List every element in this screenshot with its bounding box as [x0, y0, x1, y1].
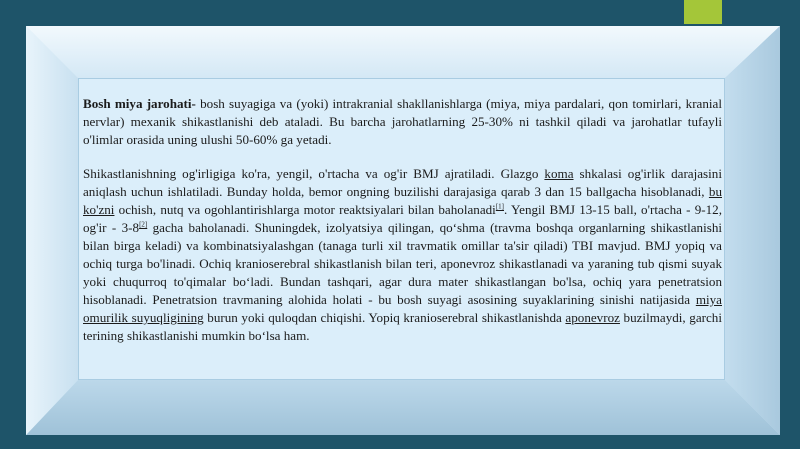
link-bu-kozni[interactable]: bu ko'zni — [83, 184, 722, 217]
frame-bevel-top — [26, 26, 780, 78]
text-segment: ochish, nutq va ogohlantirishlarga motor reaktsiyalari bilan baholanadi — [114, 202, 496, 217]
link-miya-omurilik[interactable]: miya omurilik suyuqligining — [83, 292, 722, 325]
text-segment: shkalasi og'irlik darajasini aniqlash uchun ishlatiladi. Bunday holda, bemor ongning buzilishi darajasiga qarab 3 dan 15 ballgacha hisoblanadi, — [83, 166, 722, 199]
slide-text — [83, 95, 722, 361]
frame-bevel-bottom — [26, 380, 780, 435]
paragraph-classification — [83, 165, 722, 345]
link-aponevroz[interactable]: aponevroz — [565, 310, 620, 325]
text-segment: gacha baholanadi. Shuningdek, izolyatsiya qilingan, qo‘shma (travma boshqa organlarning shikastlanishi bilan birga keladi) va kombinatsiyalashgan (tanaga turli xil travmatik omillar ta'sir qiladi) TBI mavjud. BMJ yopiq va ochiq turga bo'linadi. Ochiq kranioserebral shikastlanish bilan teri, aponevroz shikastlanadi va yaraning tub qismi suyak yoki chuqurroq to'qimalar bo‘ladi. Bundan tashqari, agar dura mater shikastlangan bo'lsa, ochiq yara penetratsion hisoblanadi. Penetratsion travmaning alohida holati - bu bosh suyagi asosining suyaklarining sinishi natijasida — [83, 220, 723, 307]
paragraph-definition — [83, 95, 722, 149]
reference-1[interactable]: [1] — [495, 202, 504, 211]
definition-text: bosh suyagiga va (yoki) intrakranial shakllanishlarga (miya, miya pardalari, qon tomirlari, kranial nervlar) mexanik shikastlanishi deb ataladi. Bu barcha jarohatlarning 25-30% ni tashkil qiladi va jarohatlar tufayli o'limlar orasida uning ulushi 50-60% ga yetadi. — [83, 96, 723, 147]
frame-bevel-right — [725, 26, 780, 435]
text-segment: . Yengil BMJ 13-15 ball, o'rtacha - 9-12, og'ir - 3-8 — [83, 202, 722, 235]
text-segment: burun yoki quloqdan chiqishi. Yopiq kranioserebral shikastlanishda — [203, 310, 566, 325]
term-heading: Bosh miya jarohati- — [83, 96, 196, 111]
reference-2[interactable]: [2] — [139, 220, 148, 229]
text-segment: buzilmaydi, garchi terining shikastlanishi mumkin bo‘lsa ham. — [83, 310, 722, 343]
link-koma[interactable]: koma — [544, 166, 574, 181]
text-segment: Shikastlanishning og'irligiga ko'ra, yengil, o'rtacha va og'ir BMJ ajratiladi. Glazgo — [83, 166, 545, 181]
frame-bevel-left — [26, 26, 78, 435]
accent-bar — [684, 0, 722, 24]
